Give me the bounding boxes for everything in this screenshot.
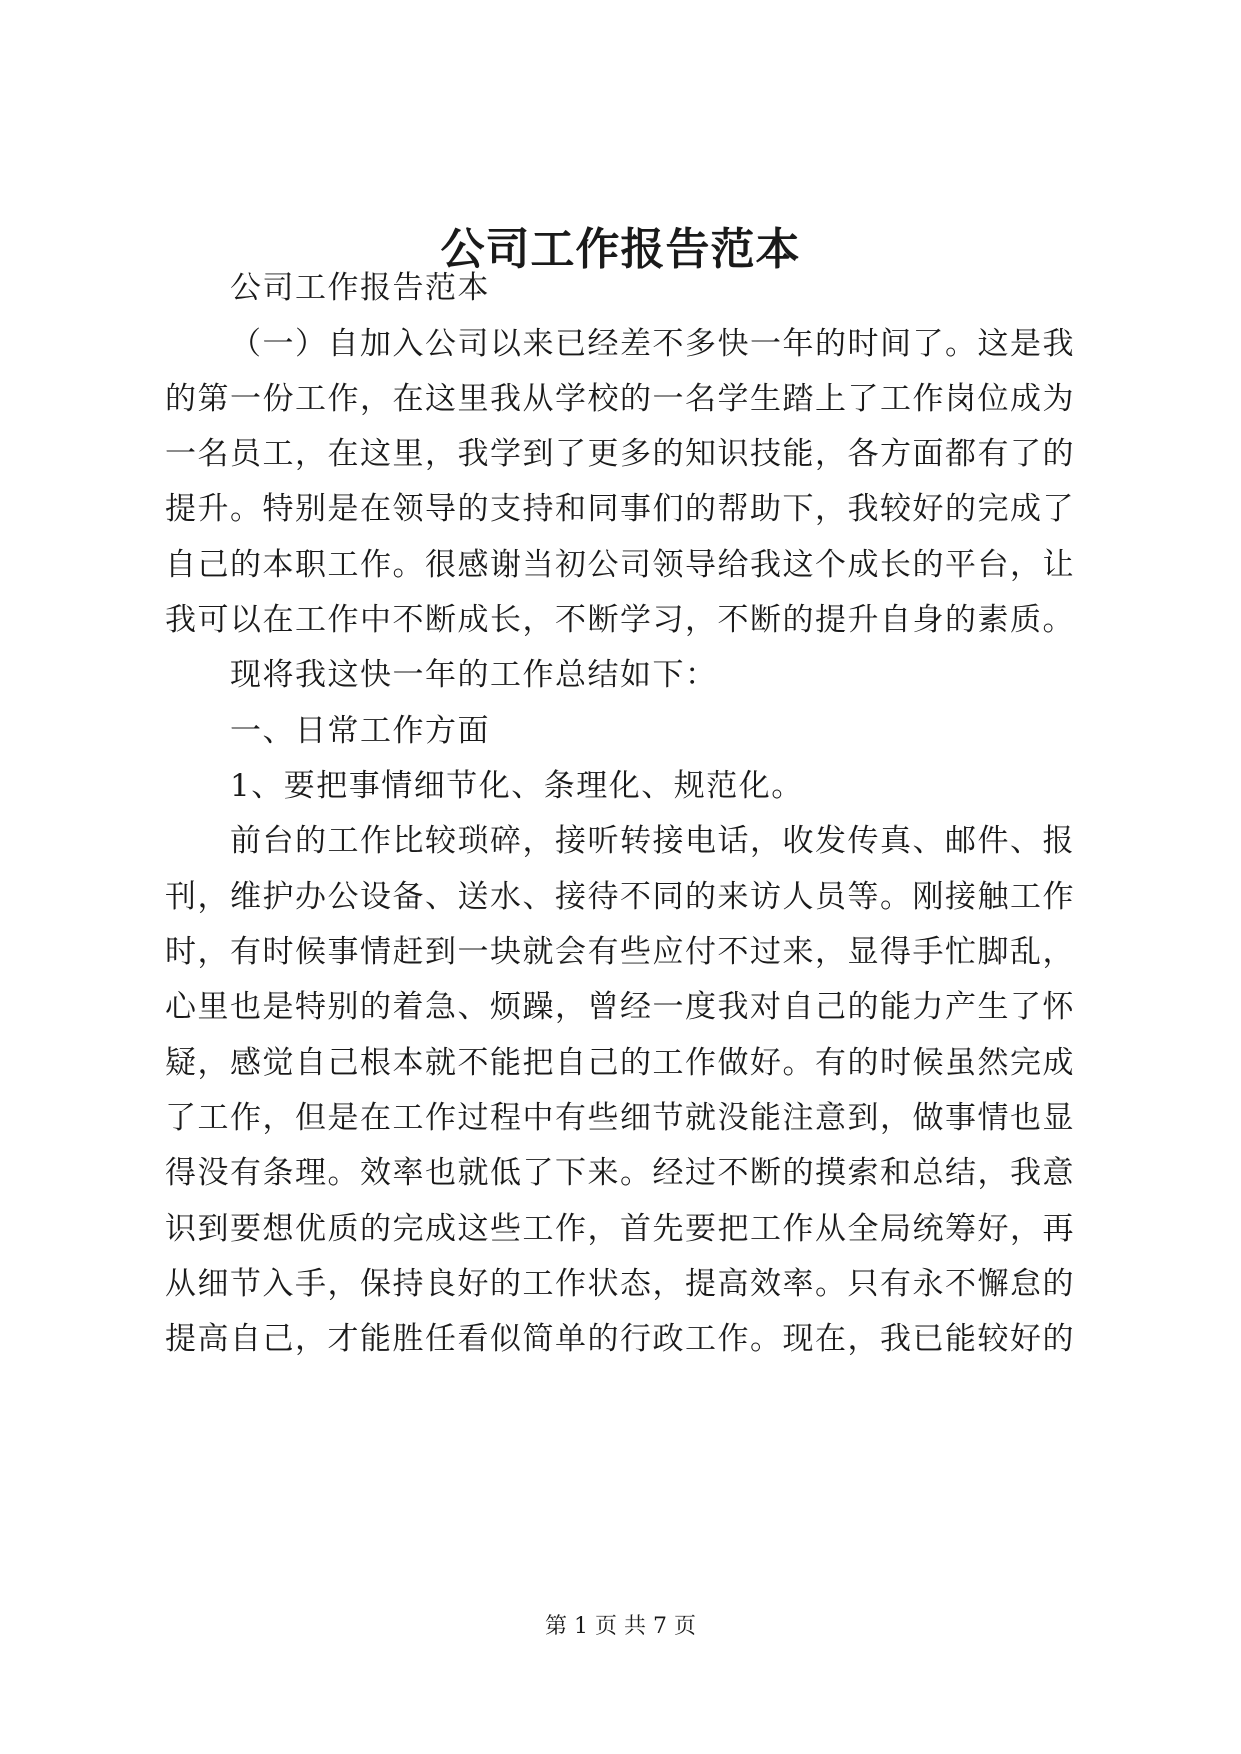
paragraph-line: 提高自己，才能胜任看似简单的行政工作。现在，我已能较好的 <box>165 1321 1075 1357</box>
paragraph-line: 了工作，但是在工作过程中有些细节就没能注意到，做事情也显 <box>165 1100 1075 1136</box>
paragraph-line: 前台的工作比较琐碎，接听转接电话，收发传真、邮件、报 <box>230 823 1075 859</box>
paragraph-line: 现将我这快一年的工作总结如下： <box>230 657 718 693</box>
paragraph-line: 时，有时候事情赶到一块就会有些应付不过来，显得手忙脚乱， <box>165 934 1075 970</box>
paragraph-line: 识到要想优质的完成这些工作，首先要把工作从全局统筹好，再 <box>165 1211 1075 1247</box>
subsection-heading: 1、要把事情细节化、条理化、规范化。 <box>230 768 804 804</box>
paragraph-line: 刊，维护办公设备、送水、接待不同的来访人员等。刚接触工作 <box>165 879 1075 915</box>
paragraph-line: 自己的本职工作。很感谢当初公司领导给我这个成长的平台，让 <box>165 547 1075 583</box>
section-heading: 一、日常工作方面 <box>230 713 490 749</box>
paragraph-line: 提升。特别是在领导的支持和同事们的帮助下，我较好的完成了 <box>165 491 1075 527</box>
paragraph-line: 从细节入手，保持良好的工作状态，提高效率。只有永不懈怠的 <box>165 1266 1075 1302</box>
paragraph-line: 一名员工，在这里，我学到了更多的知识技能，各方面都有了的 <box>165 436 1075 472</box>
paragraph-line: 的第一份工作，在这里我从学校的一名学生踏上了工作岗位成为 <box>165 381 1075 417</box>
paragraph-line: 我可以在工作中不断成长，不断学习，不断的提升自身的素质。 <box>165 602 1075 638</box>
paragraph-line: 心里也是特别的着急、烦躁，曾经一度我对自己的能力产生了怀 <box>165 989 1075 1025</box>
page-footer: 第 1 页 共 7 页 <box>545 1614 696 1639</box>
paragraph-line: 疑，感觉自己根本就不能把自己的工作做好。有的时候虽然完成 <box>165 1045 1075 1081</box>
paragraph-line: 得没有条理。效率也就低了下来。经过不断的摸索和总结，我意 <box>165 1155 1075 1191</box>
document-title: 公司工作报告范本 <box>440 224 801 275</box>
subtitle-line: 公司工作报告范本 <box>230 270 490 306</box>
paragraph-line: （一）自加入公司以来已经差不多快一年的时间了。这是我 <box>230 326 1075 362</box>
